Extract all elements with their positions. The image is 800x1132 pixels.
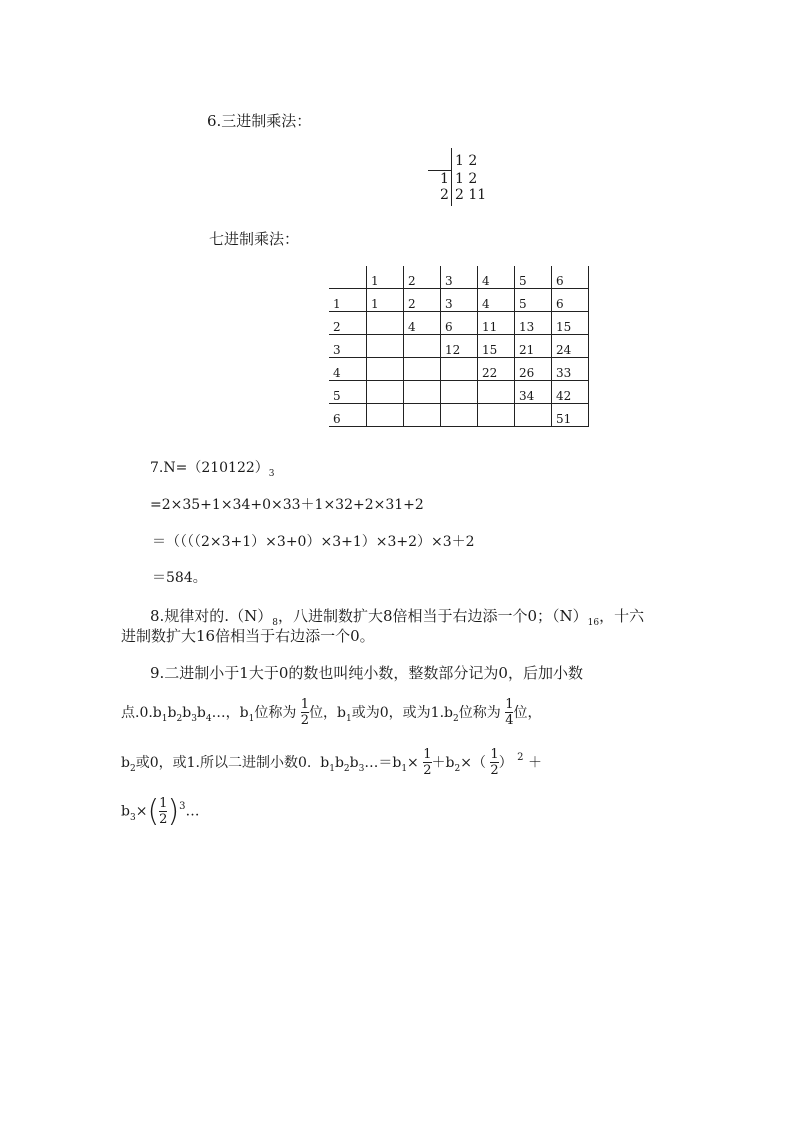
table-cell: 6 (552, 266, 589, 289)
text-run: 位，b (309, 705, 347, 721)
table-cell: 33 (552, 358, 589, 381)
table-cell (367, 335, 404, 358)
exponent: 2 (517, 752, 524, 763)
table-cell (367, 404, 404, 427)
table-cell (441, 381, 478, 404)
ternary-multiplication-table (428, 148, 498, 206)
text-run: ，十六 (599, 607, 645, 625)
table-cell (404, 335, 441, 358)
table-cell: 13 (515, 312, 552, 335)
denominator: 2 (159, 811, 168, 827)
fraction-one-half (301, 698, 309, 728)
table-vertical-rule (451, 148, 452, 206)
table-cell: 21 (515, 335, 552, 358)
table-cell: 6 (441, 312, 478, 335)
table-cell: 3 (441, 289, 478, 312)
table-cell: 51 (552, 404, 589, 427)
section-9-line-1: 9.二进制小于1大于0的数也叫纯小数，整数部分记为0，后加小数 (150, 664, 583, 682)
subscript: 3 (129, 812, 136, 823)
table-cell: 5 (515, 289, 552, 312)
section-7-line-1 (150, 457, 275, 477)
row-header-cell: 5 (329, 381, 367, 404)
text-run: 位称为 (254, 705, 297, 721)
subscript: 2 (129, 764, 136, 774)
table-cell: 4 (478, 289, 515, 312)
text-run: …，b (211, 705, 249, 721)
numerator: 1 (423, 747, 432, 762)
row-header-cell: 6 (329, 404, 367, 427)
table-row (329, 335, 589, 358)
table-cell: 11 (478, 312, 515, 335)
row-header: 2 (440, 187, 449, 203)
table-cell: 2 (404, 289, 441, 312)
table-cell: 34 (515, 381, 552, 404)
text-run: 点.0.b (121, 705, 162, 721)
exponent: 3 (179, 800, 186, 812)
table-cell (441, 404, 478, 427)
text-run: ×（ (460, 755, 486, 771)
section-8-line-1 (150, 605, 644, 626)
text-run: b (196, 705, 206, 721)
section-7-line-2: =2×35+1×34+0×33＋1×32+2×31+2 (150, 497, 424, 513)
text-run: ＋ (527, 755, 542, 771)
numerator: 1 (490, 747, 499, 762)
denominator: 2 (423, 763, 432, 778)
septenary-heading: 七进制乘法： (209, 230, 300, 248)
text-run: b (334, 755, 344, 771)
numerator: 1 (159, 795, 168, 811)
table-cell (404, 358, 441, 381)
subscript: 1 (248, 714, 255, 724)
denominator: 2 (300, 713, 310, 728)
table-cell: 24 (552, 335, 589, 358)
table-cell: 22 (478, 358, 515, 381)
table-cell (441, 358, 478, 381)
text-run: 或0，或1.所以二进制小数0. (135, 755, 312, 771)
subscript: 2 (343, 764, 350, 774)
text-run: …＝b (364, 755, 402, 771)
table-row (329, 289, 589, 312)
text-run: 位， (513, 705, 542, 721)
table-cell: 15 (552, 312, 589, 335)
table-cell: 42 (552, 381, 589, 404)
table-cell: 1 (367, 266, 404, 289)
text-run: 或为0，或为1.b (351, 705, 453, 721)
text-run: ） (498, 755, 513, 771)
row-header-cell (329, 266, 367, 289)
section-8-line-2: 进制数扩大16倍相当于右边添一个0。 (121, 627, 375, 645)
row-values: 1 2 (455, 171, 478, 187)
subscript: 1 (329, 764, 335, 774)
table-cell (478, 404, 515, 427)
subscript: 16 (587, 618, 600, 628)
text-run: b (349, 755, 359, 771)
table-cell (404, 404, 441, 427)
subscript: 2 (453, 714, 459, 724)
text-run: b (320, 755, 330, 771)
header-cell: 1 2 (455, 153, 478, 169)
text-run: × (407, 755, 419, 771)
row-header-cell: 3 (329, 335, 367, 358)
fraction-one-half (423, 748, 431, 778)
table-row (329, 312, 589, 335)
table-cell (367, 312, 404, 335)
subscript: 1 (401, 764, 408, 774)
text-run: ＋b (431, 755, 455, 771)
section-9-line-4 (121, 794, 200, 829)
table-cell (367, 381, 404, 404)
subscript: 4 (205, 714, 212, 724)
subscript: 2 (176, 714, 183, 724)
section-7-line-4: ＝584。 (152, 570, 207, 586)
table-cell: 2 (404, 266, 441, 289)
table-cell: 12 (441, 335, 478, 358)
table-cell (367, 358, 404, 381)
row-header-cell: 1 (329, 289, 367, 312)
table-cell: 1 (367, 289, 404, 312)
table-cell: 6 (552, 289, 589, 312)
text-run: 位称为 (458, 705, 501, 721)
denominator: 2 (490, 763, 499, 778)
section-6-heading: 6.三进制乘法： (207, 112, 312, 130)
text-run: b (182, 705, 192, 721)
text-run: b (121, 803, 130, 820)
section-9-line-2 (121, 698, 541, 728)
row-header: 1 (440, 171, 449, 187)
table-cell: 26 (515, 358, 552, 381)
section-7-line-3: ＝（（（（2×3+1）×3+0）×3+1）×3+2）×3＋2 (152, 534, 475, 550)
subscript: 2 (454, 764, 461, 774)
table-row (329, 358, 589, 381)
subscript: 1 (161, 714, 168, 724)
table-cell (515, 404, 552, 427)
table-row (329, 404, 589, 427)
table-row (329, 381, 589, 404)
text-run: × (135, 803, 148, 820)
right-paren-glyph: ) (167, 794, 180, 829)
n-expression: 7.N=（210122） (150, 460, 269, 476)
left-paren-glyph: ( (147, 794, 160, 829)
text-run: b (121, 755, 130, 771)
text-run: b (167, 705, 177, 721)
table-cell (404, 381, 441, 404)
subscript: 3 (358, 764, 365, 774)
text-run: ，八进制数扩大8倍相当于右边添一个0；（N） (277, 607, 588, 625)
numerator: 1 (300, 697, 310, 712)
row-header-cell: 2 (329, 312, 367, 335)
row-values: 2 11 (455, 187, 487, 203)
text-run: … (185, 803, 200, 820)
subscript: 1 (346, 714, 352, 724)
subscript: 8 (272, 618, 278, 628)
subscript: 3 (191, 714, 197, 724)
table-cell: 5 (515, 266, 552, 289)
septenary-multiplication-table (329, 266, 589, 427)
table-cell: 15 (478, 335, 515, 358)
text-run: 8.规律对的.（N） (150, 607, 273, 625)
table-header-row (329, 266, 589, 289)
fraction-one-half (490, 748, 498, 778)
table-cell (478, 381, 515, 404)
table-cell: 4 (478, 266, 515, 289)
section-9-line-3 (121, 748, 542, 778)
table-cell: 3 (441, 266, 478, 289)
row-header-cell: 4 (329, 358, 367, 381)
numerator: 1 (505, 697, 514, 712)
denominator: 4 (505, 713, 514, 728)
table-cell: 4 (404, 312, 441, 335)
base-subscript: 3 (268, 469, 275, 479)
